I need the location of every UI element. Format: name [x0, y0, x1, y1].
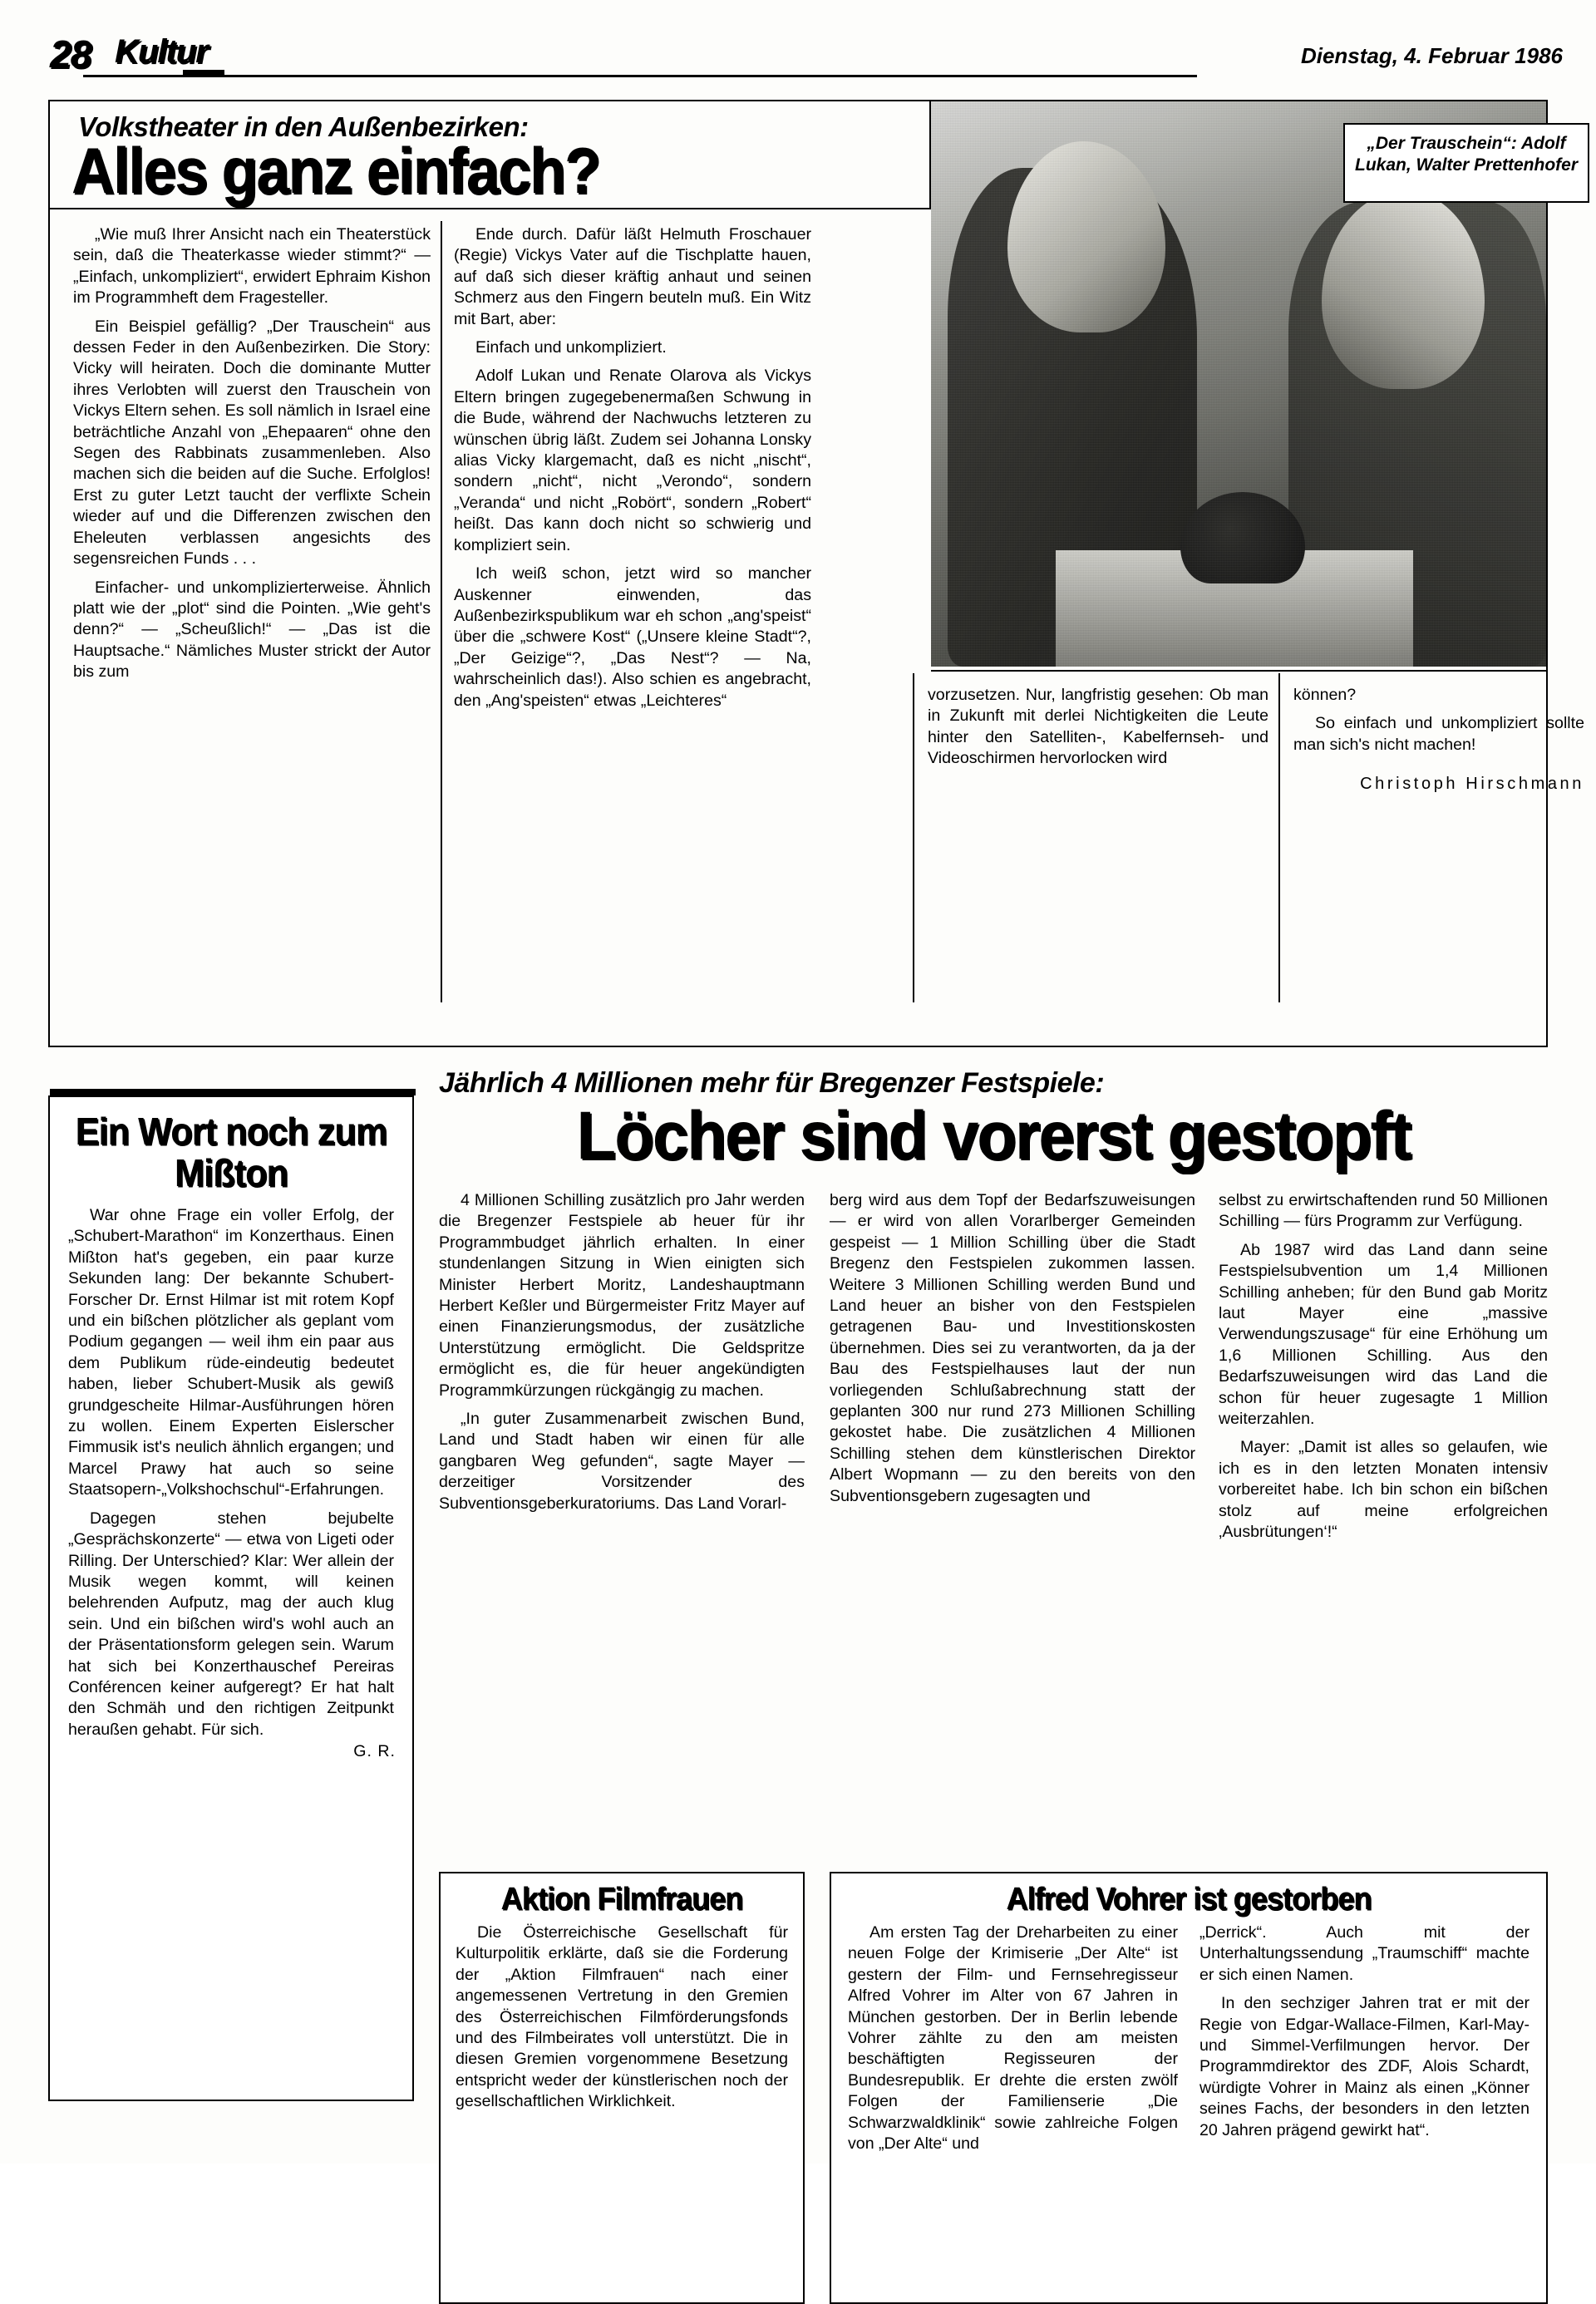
- photo-caption: „Der Trauschein“: Adolf Lukan, Walter Prettenhofer: [1343, 123, 1589, 203]
- issue-date: Dienstag, 4. Februar 1986: [1300, 43, 1563, 68]
- bregenz-column-3: [1219, 1190, 1548, 1543]
- paragraph: Am ersten Tag der Dreharbeiten zu einer neuen Folge der Krimiserie „Der Alte“ ist gestern der Film- und Fernsehregisseur Alfred Vohrer im Alter von 67 Jahren in München gestorben. Der in Berlin lebende Vohrer zählte zu den am meisten beschäftigten Regisseuren der Bundesrepublik. Er drehte die ersten zwölf Folgen der Familienserie „Die Schwarzwaldklinik“ sowie zahlreiche Folgen von „Der Alte“ und: [848, 1923, 1178, 2154]
- article-kicker: Volkstheater in den Außenbezirken:: [78, 111, 529, 142]
- paragraph: 4 Millionen Schilling zusätzlich pro Jahr werden die Bregenzer Festspiele ab heuer für ihr Programmbudget jährlich erhalten. In einer stundenlangen Sitzung in Wien einigten sich Minister Herbert Moritz, Landeshauptmann Herbert Keßler und Bürgermeister Fritz Mayer auf einen Finanzierungsmodus, der zusätzliche Unterstützung ermöglicht. Die Geldspritze ermöglicht es, die für heuer angekündigten Programmkürzungen rückgängig zu machen.: [439, 1191, 805, 1400]
- article-column-2: [454, 224, 811, 711]
- filmfrauen-headline: Aktion Filmfrauen: [500, 1882, 743, 1917]
- article-headline-box: [50, 101, 931, 209]
- paragraph: Mayer: „Damit ist alles so gelaufen, wie ich es in den letzten Monaten intensiv vorbereitet habe. Ich bin schon ein bißchen stolz auf meine erfolgreichen ‚Ausbrütungen‘!“: [1219, 1438, 1548, 1542]
- article-misston: [48, 1095, 414, 2101]
- bregenz-column-2: [830, 1190, 1195, 1507]
- paragraph: Einfach und unkompliziert.: [475, 338, 667, 357]
- paragraph: Dagegen stehen bejubelte „Gesprächskonzerte“ — etwa von Ligeti oder Rilling. Der Unterschied? Klar: Wer allein der Musik wegen kommt, will keinen belehrenden Aufputz, mag der auch klug sein. Und ein bißchen wird's wohl auch an der Präsentationsform gelegen sein. Warum hat sich bei Konzerthauschef Pereiras Conférencen keiner aufgeregt? Er hat halt den Schmäh und den richtigen Zeitpunkt heraußen gehabt. Für sich.: [68, 1509, 394, 1739]
- paragraph: Einfacher- und unkomplizierterweise. Ähnlich platt wie der „plot“ sind die Pointen. „Wie geht's denn?“ — „Scheußlich!“ — „Das ist die Hauptsache.“ Nämliches Muster strickt der Autor bis zum: [73, 578, 431, 682]
- misston-signature: G. R.: [353, 1742, 396, 1761]
- paragraph: „In guter Zusammenarbeit zwischen Bund, Land und Stadt haben wir einen für alle gangbaren Weg gefunden“, sagte Mayer — derzeitiger Vorsitzender des Subventionsgeberkuratoriums. Das Land Vorarl-: [439, 1410, 805, 1513]
- misston-body: [50, 1194, 412, 1740]
- vohrer-column-1: [848, 1922, 1178, 2154]
- paragraph: Adolf Lukan und Renate Olarova als Vickys Eltern bringen zugegebenermaßen Schwung in die Bude, während der Nachwuchs letzteren zu wünschen übrig läßt. Zudem sei Johanna Lonsky alias Vicky klargemacht, daß es nicht „nischt“, sondern „nicht“, nicht „Verondo“, sondern „Veranda“ und nicht „Robört“, sondern „Robert“ heißt. Das kann doch nicht so schwierig und kompliziert sein.: [454, 367, 811, 554]
- paragraph: War ohne Frage ein voller Erfolg, der „Schubert-Marathon“ im Konzerthaus. Einen Mißton hat's gegeben, ein paar kurze Sekunden lang: Der bekannte Schubert-Forscher Dr. Ernst Hilmar ist mit rotem Kopf und ein bißchen plötzlicher als geplant vom Podium gegangen — weil ihm ein paar aus dem Publikum rüde-eindeutig bedeutet haben, lieber Schubert-Musik als gewiß grundgescheite Hilmar-Ausführungen hören zu wollen. Einem Experten Eislerscher Fimmusik ist's neulich ähnlich ergangen; und Marcel Prawy hat auch so seine Staatsopern-„Volkshochschul“-Erfahrungen.: [68, 1206, 394, 1499]
- section-title: Kultur: [115, 33, 208, 70]
- paragraph: Die Österreichische Gesellschaft für Kulturpolitik erklärte, daß sie die Forderung der „Aktion Filmfrauen“ nach einer angemessenen Vertretung in den Gremien des Österreichischen Filmförderungsfonds und des Filmbeirates voll unterstützt. Die in diesen Gremien vorgenommene Besetzung entspricht weder der künstlerischen noch der gesellschaftlichen Wirklichkeit.: [456, 1923, 788, 2111]
- paragraph: können?: [1293, 686, 1357, 704]
- paragraph: „Wie muß Ihrer Ansicht nach ein Theaterstück sein, daß die Theaterkasse wieder stimmt?“ — „Einfach, unkompliziert“, erwidert Ephraim Kishon im Programmheft dem Fragesteller.: [73, 225, 431, 308]
- article-byline: Christoph Hirschmann: [1360, 775, 1584, 794]
- article-volkstheater: [48, 100, 1584, 1047]
- bregenz-headline: Löcher sind vorerst gestopft: [576, 1098, 1411, 1174]
- filmfrauen-body: [441, 1922, 803, 2113]
- misston-headline: Ein Wort noch zum Mißton: [75, 1110, 387, 1194]
- article-column-4: [1293, 685, 1584, 795]
- article-headline: Alles ganz einfach?: [71, 134, 599, 207]
- paragraph: In den sechziger Jahren trat er mit der Regie von Edgar-Wallace-Filmen, Karl-May- und Simmel-Verfilmungen hervor. Der Programmdirektor des ZDF, Alois Schardt, würdigte Vohrer in Mainz als einen „Könner seines Fachs, der besonders in den letzten 20 Jahren prägend gewirkt hat“.: [1199, 1994, 1530, 2139]
- bregenz-column-1: [439, 1190, 805, 1514]
- paragraph: Ein Beispiel gefällig? „Der Trauschein“ aus dessen Feder in den Außenbezirken. Die Story: Vicky will heiraten. Doch die dominante Mutter ihres Verlobten will zuerst den Trauschein von Vickys Eltern sehen. Es soll nämlich in Israel eine beträchtliche Anzahl von „Ehepaaren“ ohne den Segen des Rabbinats zusammenleben. Also machen sich die beiden auf die Suche. Erfolglos! Erst zu guter Letzt taucht der verflixte Schein wieder auf und die Differenzen zwischen den Eheleuten verblassen angesichts des segensreichen Funds . . .: [73, 317, 431, 569]
- article-column-1: [73, 224, 431, 683]
- paragraph: Ende durch. Dafür läßt Helmuth Froschauer (Regie) Vickys Vater auf die Tischplatte hauen, auf daß sich dieser kräftig anhaut und seinen Schmerz aus den Fingern beuteln muß. Ein Witz mit Bart, aber:: [454, 225, 811, 328]
- paragraph: Ab 1987 wird das Land dann seine Festspielsubvention um 1,4 Millionen Schilling anheben; für den Bund gab Moritz laut Mayer eine „massive Verwendungszusage“ für eine Erhöhung um 1,6 Millionen Schilling. Aus den Bedarfszuweisungen wird das Land die schon für heuer zugesagte 1 Million weiterzahlen.: [1219, 1240, 1548, 1429]
- vohrer-column-2: [1199, 1922, 1530, 2154]
- paragraph: selbst zu erwirtschaftenden rund 50 Millionen Schilling — fürs Programm zur Verfügung.: [1219, 1191, 1548, 1231]
- paragraph: „Derrick“. Auch mit der Unterhaltungssendung „Traumschiff“ machte er sich einen Namen.: [1199, 1923, 1530, 1984]
- vohrer-headline: Alfred Vohrer ist gestorben: [1006, 1882, 1372, 1917]
- misston-top-rule: [50, 1089, 416, 1095]
- column-divider: [1278, 673, 1280, 1002]
- masthead: [50, 32, 1563, 81]
- page-number: 28: [50, 32, 91, 76]
- masthead-underline-stub: [183, 70, 224, 76]
- vohrer-columns: [831, 1922, 1546, 2154]
- photo-bottom-rule: [931, 670, 1546, 672]
- article-vohrer: [830, 1872, 1548, 2304]
- paragraph: berg wird aus dem Topf der Bedarfszuweisungen — er wird von allen Vorarlberger Gemeinden gespeist — 1 Million Schilling über die Stadt Bregenz den Festspielen zukommen lassen. Weitere 3 Millionen Schilling werden Bund und Land heuer an bisher von den Festspielen getragenen Bau- und Investitionskosten übernehmen. Dies sei zu verantworten, da ja der Bau des Festspielhauses laut der nun vorliegenden Schlußabrechnung statt der geplanten 300 nur rund 273 Millionen Schilling gekostet habe. Die zusätzlichen 4 Millionen Schilling stehen dem künstlerischen Direktor Albert Wopmann — zu den bereits von den Subventionsgebern zugesagten und: [830, 1191, 1195, 1505]
- article-filmfrauen: [439, 1872, 805, 2304]
- article-column-3: [928, 685, 1268, 770]
- column-divider: [913, 673, 914, 1002]
- paragraph: So einfach und unkompliziert sollte man sich's nicht machen!: [1293, 714, 1584, 754]
- paragraph: Ich weiß schon, jetzt wird so mancher Auskenner einwenden, das Außenbezirkspublikum war eh schon „ang'speist“ über die „schwere Kost“ („Unsere kleine Stadt“?, „Der Geizige“?, „Das Nest“? — Na, wahrscheinlich das!). Also schien es angebracht, den „Ang'speisten“ etwas „Leichteres“: [454, 564, 811, 710]
- paragraph: vorzusetzen. Nur, langfristig gesehen: Ob man in Zukunft mit derlei Nichtigkeiten die Leute hinter den Satelliten-, Kabelfernseh- und Videoschirmen hervorlocken wird: [928, 686, 1268, 768]
- column-divider: [441, 221, 442, 1002]
- masthead-rule: [83, 75, 1197, 77]
- bregenz-kicker: Jährlich 4 Millionen mehr für Bregenzer Festspiele:: [439, 1067, 1105, 1099]
